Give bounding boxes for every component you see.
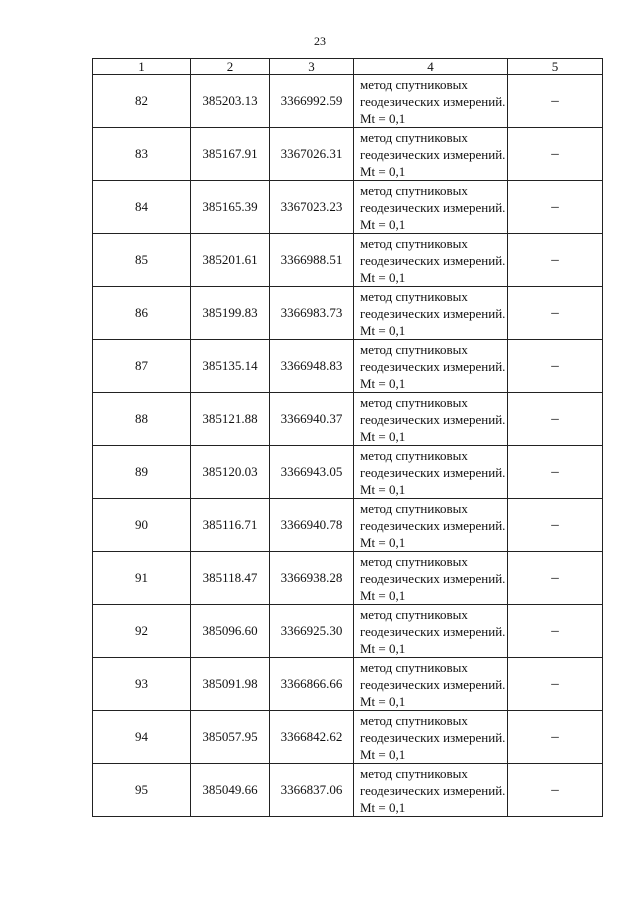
point-number-cell: 86 xyxy=(93,287,191,340)
y-coordinate-cell: 3366943.05 xyxy=(270,446,354,499)
table-row xyxy=(93,340,603,393)
table-row xyxy=(93,499,603,552)
method-cell: метод спутниковых геодезических измерений. Mt = 0,1 xyxy=(354,128,508,181)
point-number-cell: 91 xyxy=(93,552,191,605)
note-cell: – xyxy=(508,658,603,711)
x-coordinate-cell: 385116.71 xyxy=(191,499,270,552)
point-number-cell: 88 xyxy=(93,393,191,446)
table-row xyxy=(93,287,603,340)
table-row xyxy=(93,764,603,817)
table-row xyxy=(93,393,603,446)
x-coordinate-cell: 385165.39 xyxy=(191,181,270,234)
y-coordinate-cell: 3366948.83 xyxy=(270,340,354,393)
point-number-cell: 89 xyxy=(93,446,191,499)
method-cell: метод спутниковых геодезических измерений. Mt = 0,1 xyxy=(354,711,508,764)
y-coordinate-cell: 3366940.37 xyxy=(270,393,354,446)
note-cell: – xyxy=(508,552,603,605)
point-number-cell: 85 xyxy=(93,234,191,287)
note-cell: – xyxy=(508,446,603,499)
table-row xyxy=(93,234,603,287)
page-number: 23 xyxy=(314,34,326,48)
table-row xyxy=(93,658,603,711)
y-coordinate-cell: 3366983.73 xyxy=(270,287,354,340)
point-number-cell: 82 xyxy=(93,75,191,128)
point-number-cell: 90 xyxy=(93,499,191,552)
x-coordinate-cell: 385201.61 xyxy=(191,234,270,287)
note-cell: – xyxy=(508,605,603,658)
y-coordinate-cell: 3366940.78 xyxy=(270,499,354,552)
y-coordinate-cell: 3366992.59 xyxy=(270,75,354,128)
note-cell: – xyxy=(508,340,603,393)
table-row xyxy=(93,552,603,605)
header-row xyxy=(93,59,603,75)
coordinates-table xyxy=(92,58,603,817)
column-header-1: 1 xyxy=(93,59,191,75)
table-row xyxy=(93,711,603,764)
point-number-cell: 84 xyxy=(93,181,191,234)
column-header-3: 3 xyxy=(270,59,354,75)
column-header-2: 2 xyxy=(191,59,270,75)
y-coordinate-cell: 3366988.51 xyxy=(270,234,354,287)
point-number-cell: 94 xyxy=(93,711,191,764)
point-number-cell: 93 xyxy=(93,658,191,711)
note-cell: – xyxy=(508,75,603,128)
method-cell: метод спутниковых геодезических измерений. Mt = 0,1 xyxy=(354,287,508,340)
y-coordinate-cell: 3366866.66 xyxy=(270,658,354,711)
y-coordinate-cell: 3367026.31 xyxy=(270,128,354,181)
method-cell: метод спутниковых геодезических измерений. Mt = 0,1 xyxy=(354,499,508,552)
y-coordinate-cell: 3366842.62 xyxy=(270,711,354,764)
table-row xyxy=(93,446,603,499)
method-cell: метод спутниковых геодезических измерений. Mt = 0,1 xyxy=(354,605,508,658)
x-coordinate-cell: 385199.83 xyxy=(191,287,270,340)
method-cell: метод спутниковых геодезических измерений. Mt = 0,1 xyxy=(354,446,508,499)
x-coordinate-cell: 385057.95 xyxy=(191,711,270,764)
note-cell: – xyxy=(508,181,603,234)
table-row xyxy=(93,181,603,234)
column-header-4: 4 xyxy=(354,59,508,75)
method-cell: метод спутниковых геодезических измерений. Mt = 0,1 xyxy=(354,234,508,287)
x-coordinate-cell: 385049.66 xyxy=(191,764,270,817)
y-coordinate-cell: 3366837.06 xyxy=(270,764,354,817)
note-cell: – xyxy=(508,711,603,764)
note-cell: – xyxy=(508,499,603,552)
note-cell: – xyxy=(508,234,603,287)
table-body xyxy=(93,75,603,817)
point-number-cell: 92 xyxy=(93,605,191,658)
x-coordinate-cell: 385121.88 xyxy=(191,393,270,446)
y-coordinate-cell: 3367023.23 xyxy=(270,181,354,234)
table-row xyxy=(93,128,603,181)
method-cell: метод спутниковых геодезических измерений. Mt = 0,1 xyxy=(354,658,508,711)
x-coordinate-cell: 385203.13 xyxy=(191,75,270,128)
y-coordinate-cell: 3366938.28 xyxy=(270,552,354,605)
method-cell: метод спутниковых геодезических измерений. Mt = 0,1 xyxy=(354,340,508,393)
y-coordinate-cell: 3366925.30 xyxy=(270,605,354,658)
x-coordinate-cell: 385091.98 xyxy=(191,658,270,711)
method-cell: метод спутниковых геодезических измерений. Mt = 0,1 xyxy=(354,181,508,234)
table-row xyxy=(93,75,603,128)
x-coordinate-cell: 385118.47 xyxy=(191,552,270,605)
point-number-cell: 83 xyxy=(93,128,191,181)
note-cell: – xyxy=(508,764,603,817)
column-header-5: 5 xyxy=(508,59,603,75)
method-cell: метод спутниковых геодезических измерений. Mt = 0,1 xyxy=(354,75,508,128)
note-cell: – xyxy=(508,128,603,181)
x-coordinate-cell: 385096.60 xyxy=(191,605,270,658)
point-number-cell: 87 xyxy=(93,340,191,393)
method-cell: метод спутниковых геодезических измерений. Mt = 0,1 xyxy=(354,393,508,446)
note-cell: – xyxy=(508,393,603,446)
method-cell: метод спутниковых геодезических измерений. Mt = 0,1 xyxy=(354,552,508,605)
table-row xyxy=(93,605,603,658)
method-cell: метод спутниковых геодезических измерений. Mt = 0,1 xyxy=(354,764,508,817)
point-number-cell: 95 xyxy=(93,764,191,817)
x-coordinate-cell: 385120.03 xyxy=(191,446,270,499)
note-cell: – xyxy=(508,287,603,340)
x-coordinate-cell: 385135.14 xyxy=(191,340,270,393)
x-coordinate-cell: 385167.91 xyxy=(191,128,270,181)
